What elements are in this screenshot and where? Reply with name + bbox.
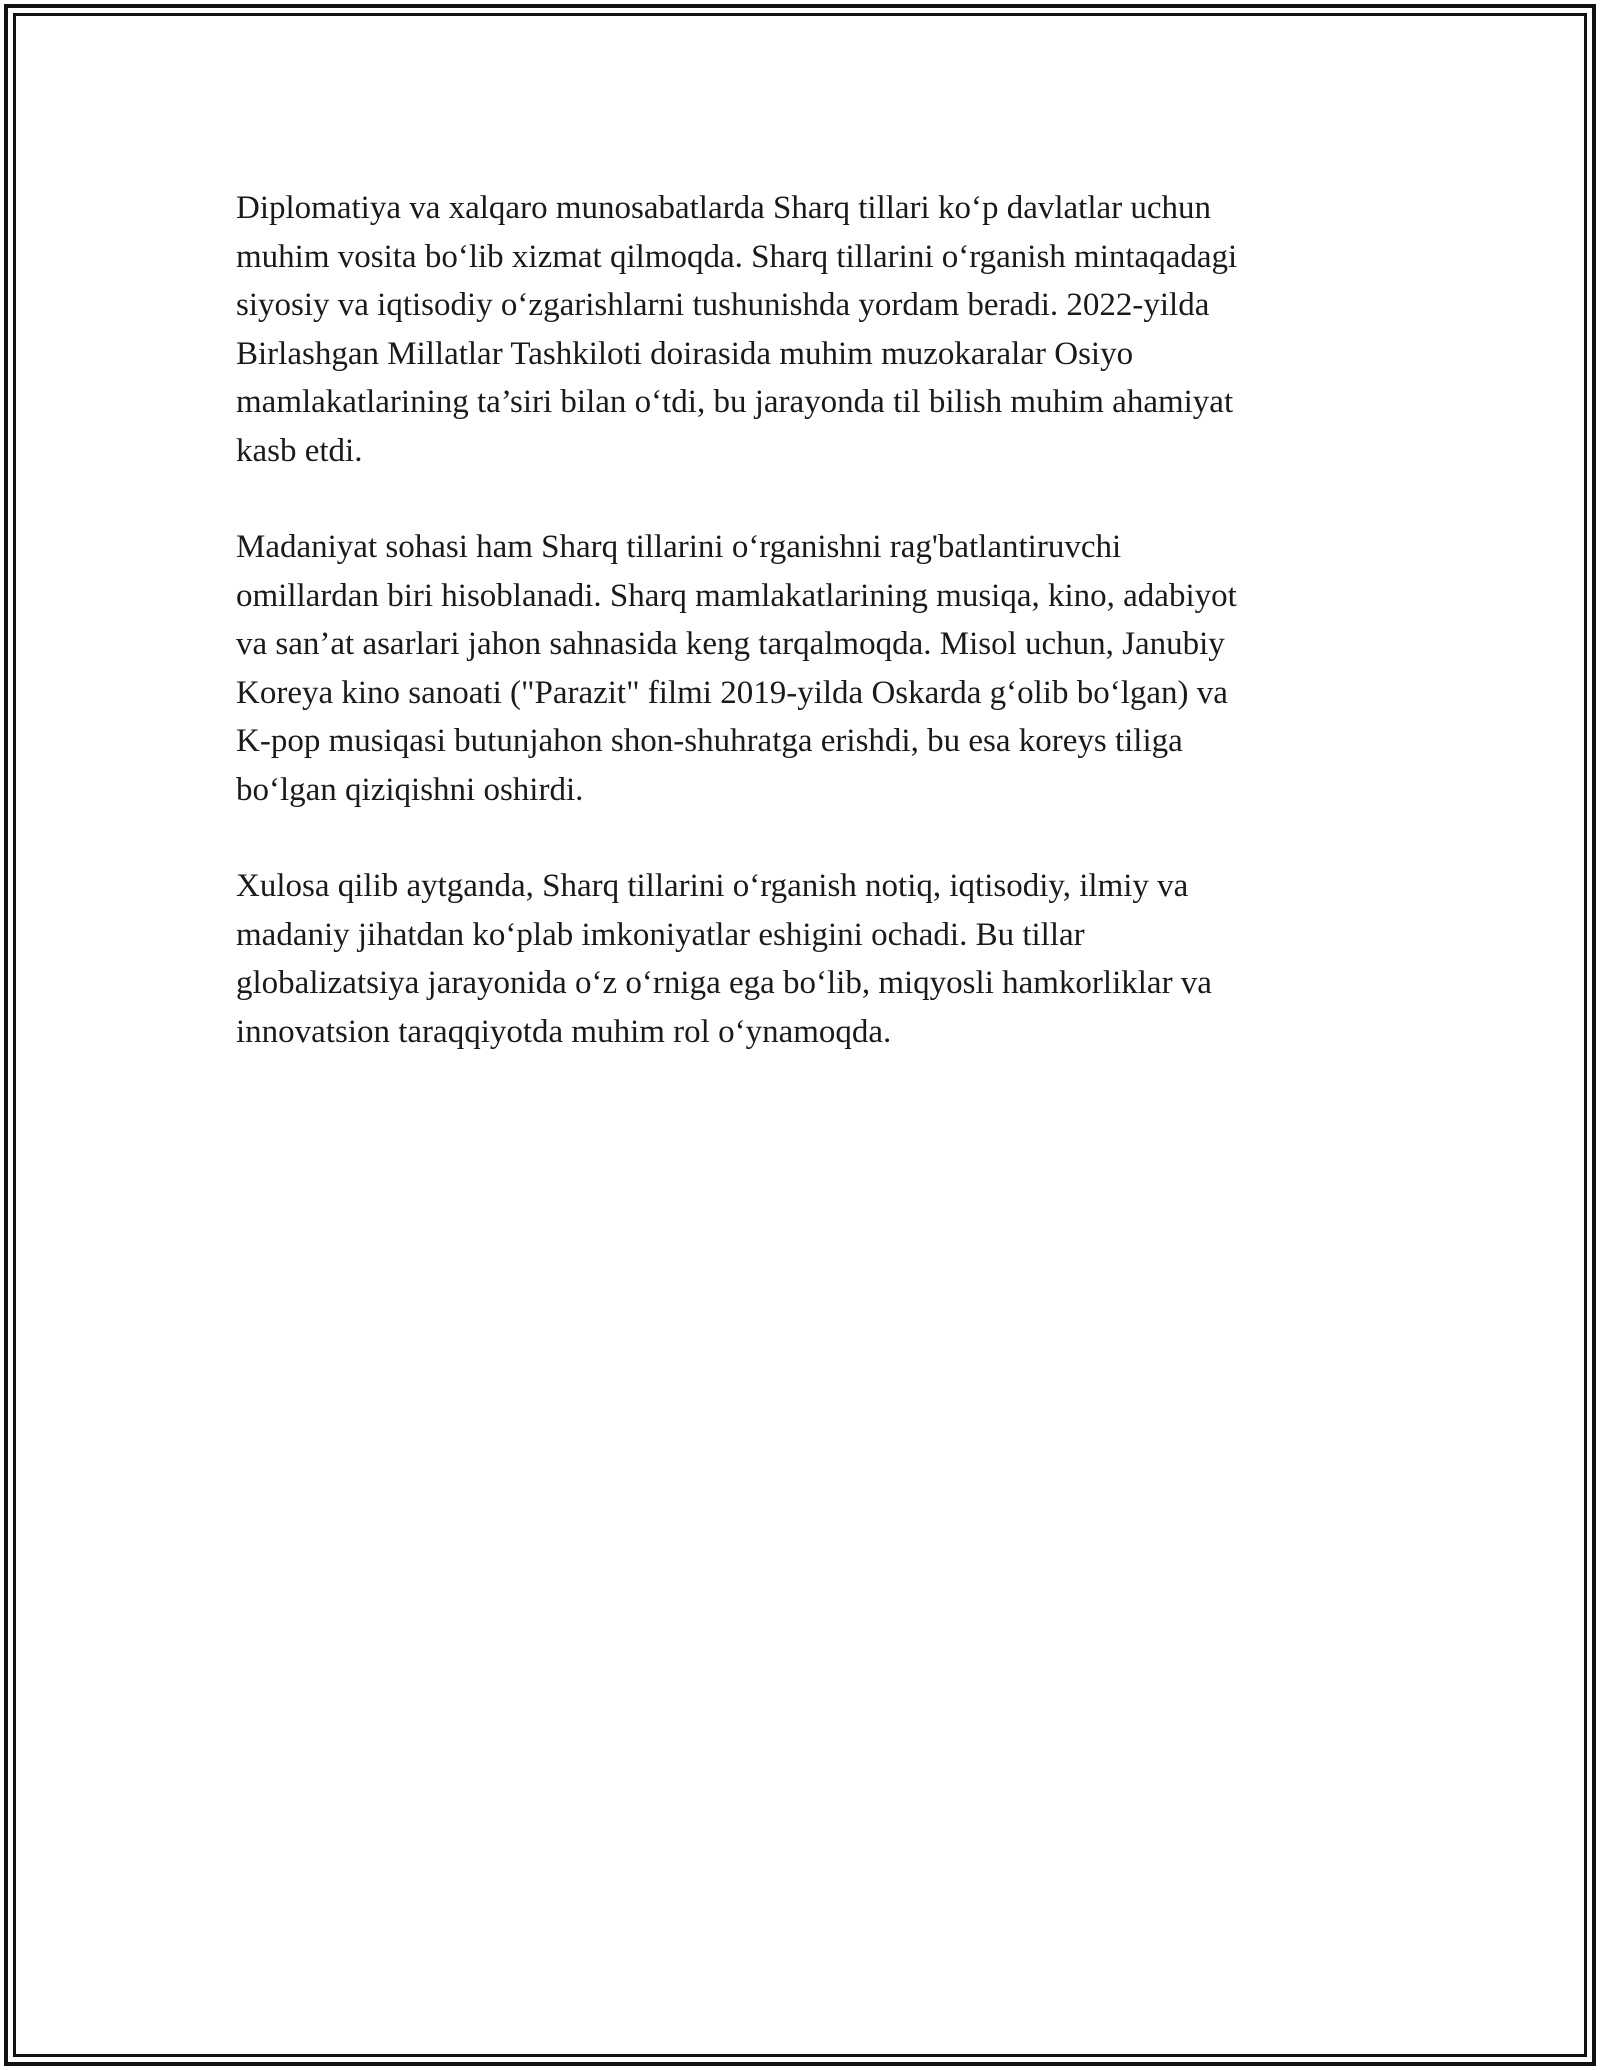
paragraph-culture: Madaniyat sohasi ham Sharq tillarini o‘rganishni rag'batlantiruvchi omillardan biri hisoblanadi. Sharq mamlakatlarining musiqa, kino, adabiyot va san’at asarlari jahon sahnasida keng tarqalmoqda. Misol uchun, Janubiy Koreya kino sanoati ("Parazit" filmi 2019-yilda Oskarda g‘olib bo‘lgan) va K-pop musiqasi butunjahon shon-shuhratga erishdi, bu esa koreys tiliga bo‘lgan qiziqishni oshirdi.	[236, 529, 1237, 808]
paragraph-diplomacy: Diplomatiya va xalqaro munosabatlarda Sharq tillari ko‘p davlatlar uchun muhim vosita bo‘lib xizmat qilmoqda. Sharq tillarini o‘rganish mintaqadagi siyosiy va iqtisodiy o‘zgarishlarni tushunishda yordam beradi. 2022-yilda Birlashgan Millatlar Tashkiloti doirasida muhim muzokaralar Osiyo mamlakatlarining ta’siri bilan o‘tdi, bu jarayonda til bilish muhim ahamiyat kasb etdi.	[236, 190, 1238, 469]
paragraph-conclusion: Xulosa qilib aytganda, Sharq tillarini o‘rganish notiq, iqtisodiy, ilmiy va madaniy jihatdan ko‘plab imkoniyatlar eshigini ochadi. Bu tillar globalizatsiya jarayonida o‘z o‘rniga ega bo‘lib, miqyosli hamkorliklar va innovatsion taraqqiyotda muhim rol o‘ynamoqda.	[236, 868, 1212, 1050]
document-body	[236, 184, 1366, 1104]
